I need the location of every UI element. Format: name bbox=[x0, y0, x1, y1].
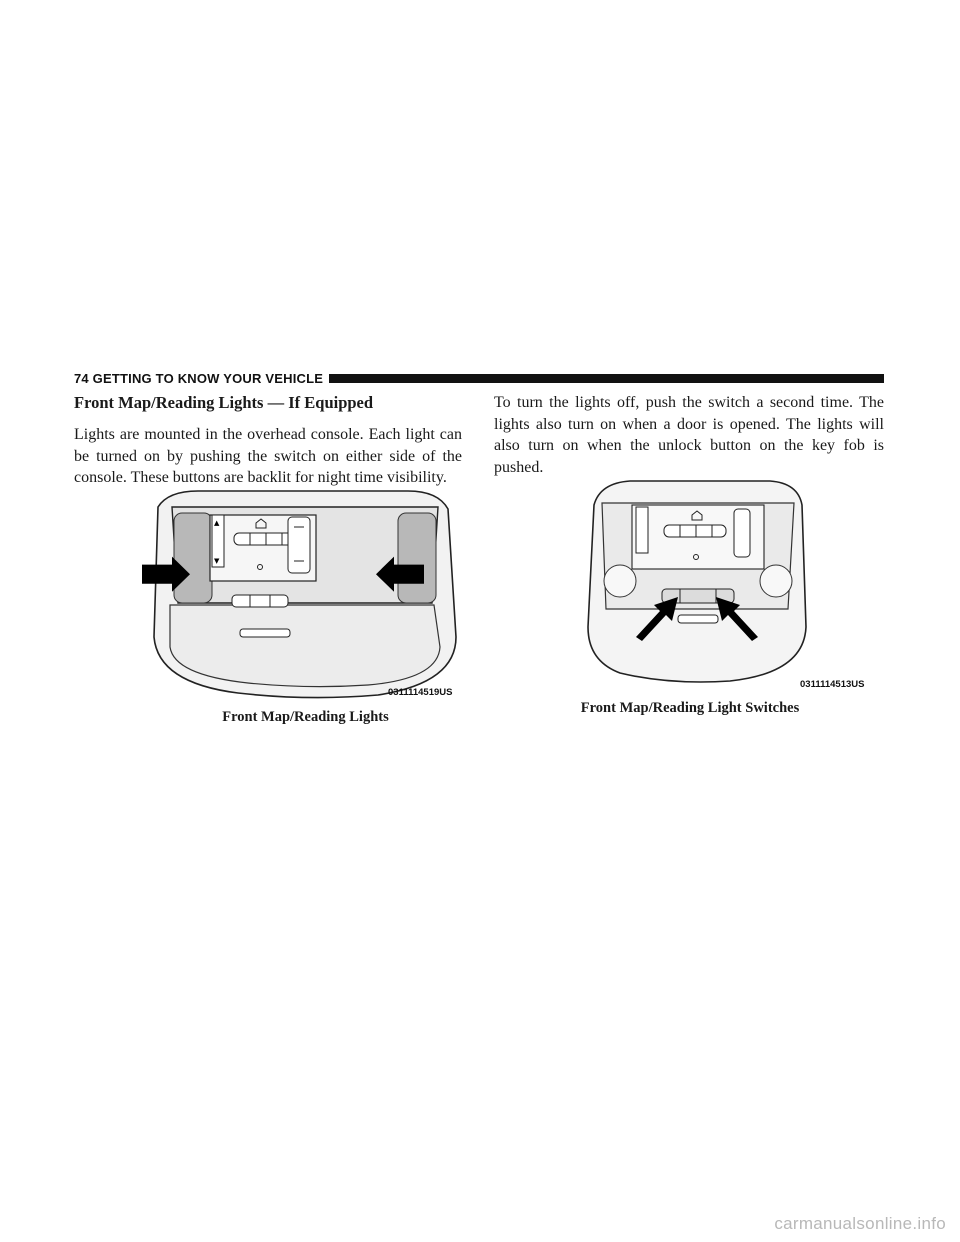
figure-code: 0311114519US bbox=[388, 687, 453, 698]
right-paragraph: To turn the lights off, push the switch a second time. The lights also turn on when a door is opened. The lights will also turn on when the unlock button on the key fob is pushed. bbox=[494, 394, 884, 476]
svg-text:▲: ▲ bbox=[214, 519, 220, 527]
left-column bbox=[74, 392, 462, 489]
right-column bbox=[494, 392, 884, 478]
figure-caption: Front Map/Reading Light Switches bbox=[580, 700, 800, 716]
figure-front-map-reading-lights bbox=[138, 487, 473, 705]
figure-code: 0311114513US bbox=[800, 679, 865, 690]
figure-front-map-reading-light-switches bbox=[580, 477, 880, 693]
svg-text:▼: ▼ bbox=[214, 557, 220, 565]
section-title: Front Map/Reading Lights — If Equipped bbox=[74, 393, 374, 412]
header-rule bbox=[329, 374, 884, 383]
watermark: carmanualsonline.info bbox=[774, 1214, 946, 1233]
switches-illustration bbox=[580, 477, 880, 693]
left-paragraph: Lights are mounted in the overhead console. Each light can be turned on by pushing the switch on either side of the console. These buttons are backlit for night time visibility. bbox=[74, 426, 462, 486]
overhead-console-illustration bbox=[138, 487, 473, 705]
page-header-text: 74 GETTING TO KNOW YOUR VEHICLE bbox=[74, 370, 324, 386]
page-header bbox=[74, 371, 884, 385]
figure-caption: Front Map/Reading Lights bbox=[222, 709, 389, 725]
